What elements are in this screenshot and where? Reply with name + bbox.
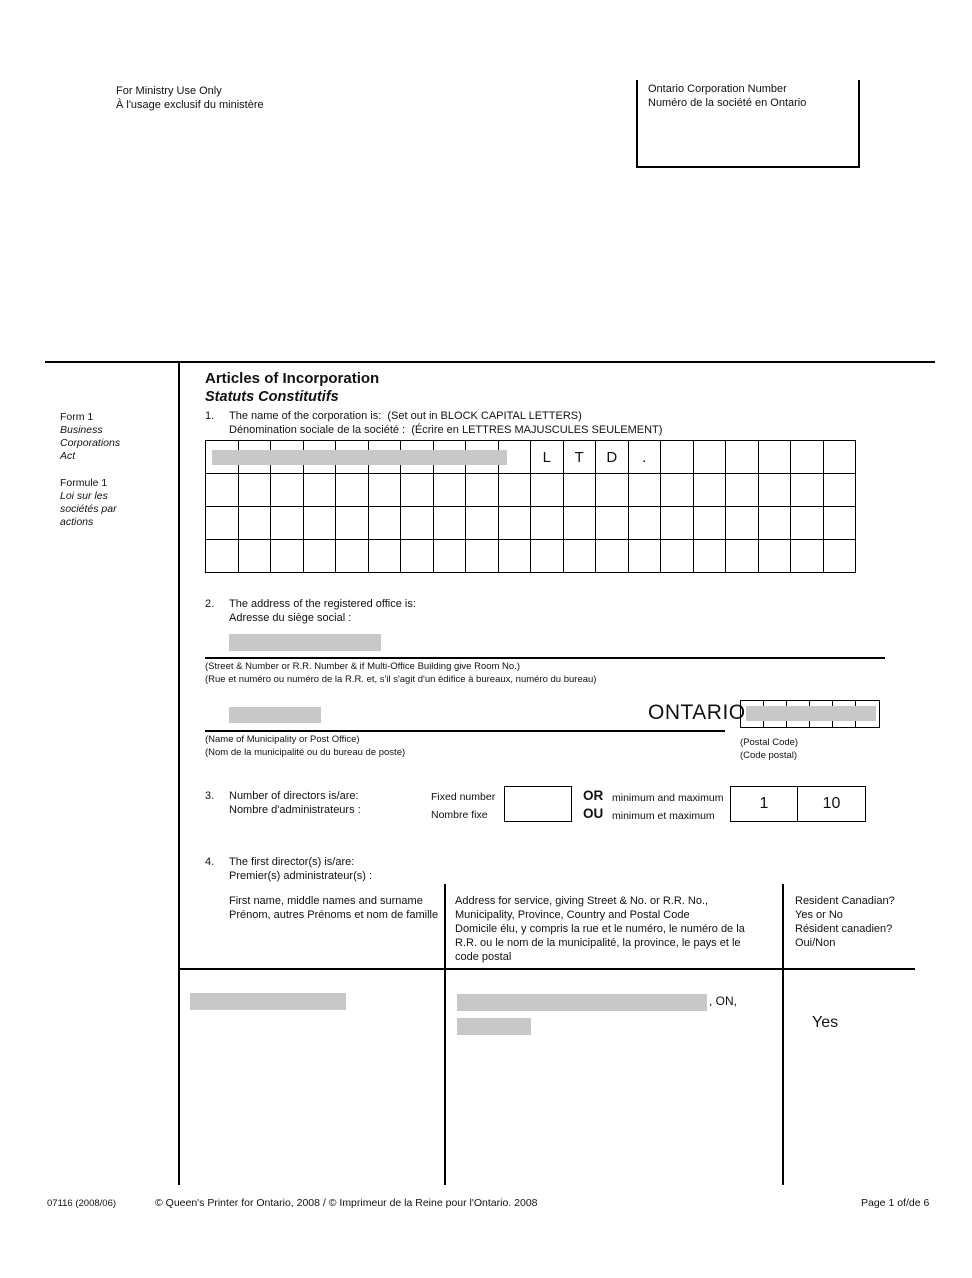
name-grid-cell[interactable] (759, 507, 792, 540)
redacted-municipality (229, 707, 321, 723)
section-1-label-en: The name of the corporation is: (Set out in BLOCK CAPITAL LETTERS) (229, 410, 582, 422)
footer-page-number: Page 1 of/de 6 (861, 1197, 930, 1209)
ministry-use-label-en: For Ministry Use Only (116, 85, 222, 97)
name-grid-cell[interactable] (791, 441, 824, 474)
directors-table-divider-1 (444, 884, 446, 1185)
body-left-rule (178, 362, 180, 1185)
dir-col3-header-line2: Yes or No (795, 909, 843, 921)
minimum-directors-value: 1 (731, 787, 798, 821)
name-grid-cell[interactable] (629, 474, 662, 507)
name-grid-cell[interactable] (661, 441, 694, 474)
name-grid-cell[interactable] (369, 507, 402, 540)
fixed-number-label-en: Fixed number (431, 791, 496, 803)
form-number: Form 1 (60, 411, 94, 423)
name-grid-cell[interactable] (271, 507, 304, 540)
section-1-label-fr: Dénomination sociale de la société : (Écrire en LETTRES MAJUSCULES SEULEMENT) (229, 424, 663, 436)
name-grid-cell[interactable] (336, 507, 369, 540)
name-grid-row (206, 507, 856, 540)
name-grid-cell[interactable] (401, 474, 434, 507)
name-grid-cell[interactable] (596, 540, 629, 573)
name-grid-cell[interactable] (206, 540, 239, 573)
name-grid-cell[interactable] (824, 474, 857, 507)
name-grid-cell[interactable] (791, 474, 824, 507)
redacted-director-name (190, 993, 346, 1010)
name-grid-cell[interactable] (304, 540, 337, 573)
dir-col1-header-line1: First name, middle names and surname (229, 895, 423, 907)
name-grid-cell[interactable] (304, 474, 337, 507)
section-2-label-fr: Adresse du siège social : (229, 612, 352, 624)
form-act-line2: Corporations (60, 437, 121, 449)
minmax-label-fr: minimum et maximum (612, 810, 715, 822)
name-grid-cell[interactable]: . (629, 441, 662, 474)
name-grid-cell[interactable] (466, 507, 499, 540)
directors-header-rule (178, 968, 915, 970)
name-grid-cell[interactable] (596, 474, 629, 507)
section-2-number: 2. (205, 598, 215, 610)
name-grid-cell[interactable] (726, 540, 759, 573)
section-3-label-fr: Nombre d'administrateurs : (229, 804, 361, 816)
name-grid-cell[interactable] (661, 507, 694, 540)
fixed-number-input[interactable] (504, 786, 572, 822)
dir-col3-header-line4: Oui/Non (795, 937, 836, 949)
name-grid-cell[interactable] (336, 474, 369, 507)
name-grid-cell[interactable] (759, 474, 792, 507)
footer-form-code: 07116 (2008/06) (47, 1198, 117, 1209)
name-grid-cell[interactable]: T (564, 441, 597, 474)
name-grid-cell[interactable] (726, 474, 759, 507)
section-2-label-en: The address of the registered office is: (229, 598, 416, 610)
dir-col2-header-line4: R.R. ou le nom de la municipalité, la province, le pays et le (455, 937, 741, 949)
name-grid-cell[interactable] (726, 507, 759, 540)
page-title-fr: Statuts Constitutifs (205, 389, 339, 405)
ministry-use-label-fr: À l'usage exclusif du ministère (116, 99, 264, 111)
directors-table-divider-2 (782, 884, 784, 1185)
formule-loi-line1: Loi sur les (60, 490, 108, 502)
name-grid-cell[interactable] (239, 540, 272, 573)
form-act-line1: Business (60, 424, 103, 436)
name-grid-cell[interactable] (726, 441, 759, 474)
dir-col3-header-line1: Resident Canadian? (795, 895, 895, 907)
section-3-label-en: Number of directors is/are: (229, 790, 359, 802)
dir-col1-header-line2: Prénom, autres Prénoms et nom de famille (229, 909, 439, 921)
name-grid-cell[interactable] (824, 540, 857, 573)
name-grid-cell[interactable] (661, 540, 694, 573)
name-grid-cell[interactable] (434, 507, 467, 540)
name-grid-cell[interactable] (434, 540, 467, 573)
dir-col3-header-line3: Résident canadien? (795, 923, 893, 935)
name-grid-cell[interactable] (824, 507, 857, 540)
name-grid-cell[interactable] (271, 474, 304, 507)
name-grid-cell[interactable] (629, 540, 662, 573)
name-grid-cell[interactable] (661, 474, 694, 507)
dir-col2-header-line2: Municipality, Province, Country and Postal Code (455, 909, 690, 921)
name-grid-cell[interactable] (596, 507, 629, 540)
corporation-number-label-fr: Numéro de la société en Ontario (648, 97, 807, 109)
name-grid-row (206, 540, 856, 573)
page-title-en: Articles of Incorporation (205, 370, 380, 387)
director-address-line1-suffix: , ON, (709, 994, 738, 1008)
name-grid-cell[interactable] (791, 540, 824, 573)
name-grid-cell[interactable] (369, 474, 402, 507)
formule-loi-line2: sociétés par (60, 503, 117, 515)
name-grid-cell[interactable] (499, 507, 532, 540)
municipality-caption-fr: (Nom de la municipalité ou du bureau de poste) (205, 747, 406, 758)
name-grid-cell[interactable] (564, 540, 597, 573)
name-grid-cell[interactable] (369, 540, 402, 573)
name-grid-cell[interactable] (401, 507, 434, 540)
name-grid-cell[interactable] (694, 441, 727, 474)
name-grid-cell[interactable] (694, 540, 727, 573)
name-grid-cell[interactable] (271, 540, 304, 573)
section-4-label-en: The first director(s) is/are: (229, 856, 355, 868)
municipality-rule (205, 730, 725, 732)
street-address-rule (205, 657, 885, 659)
or-label-en: OR (583, 788, 604, 803)
name-grid-cell[interactable] (759, 441, 792, 474)
or-label-fr: OU (583, 806, 604, 821)
name-grid-cell[interactable] (694, 474, 727, 507)
formule-number: Formule 1 (60, 477, 108, 489)
name-grid-row (206, 474, 856, 507)
postal-caption-en: (Postal Code) (740, 737, 799, 748)
section-4-number: 4. (205, 856, 215, 868)
name-grid-cell[interactable] (791, 507, 824, 540)
redacted-street-address (229, 634, 381, 651)
redacted-corporation-name (212, 450, 507, 465)
name-grid-cell[interactable] (564, 507, 597, 540)
corporation-number-box[interactable] (636, 80, 860, 168)
redacted-director-address-line1 (457, 994, 707, 1011)
form-act-line3: Act (60, 450, 76, 462)
province-value: ONTARIO (648, 701, 746, 724)
municipality-caption-en: (Name of Municipality or Post Office) (205, 734, 360, 745)
section-1-number: 1. (205, 410, 215, 422)
name-grid-cell[interactable] (564, 474, 597, 507)
dir-col2-header-line5: code postal (455, 951, 512, 963)
name-grid-cell[interactable] (434, 474, 467, 507)
postal-caption-fr: (Code postal) (740, 750, 798, 761)
name-grid-cell[interactable] (206, 474, 239, 507)
maximum-directors-value: 10 (822, 795, 841, 812)
corporation-number-label-en: Ontario Corporation Number (648, 83, 787, 95)
name-grid-cell[interactable] (401, 540, 434, 573)
name-grid-cell[interactable] (824, 441, 857, 474)
name-grid-cell[interactable] (466, 474, 499, 507)
footer-copyright: © Queen's Printer for Ontario, 2008 / © Imprimeur de la Reine pour l'Ontario. 2008 (155, 1197, 538, 1209)
name-grid-cell[interactable] (531, 540, 564, 573)
name-grid-cell[interactable] (499, 474, 532, 507)
dir-col2-header-line3: Domicile élu, y compris la rue et le numéro, le numéro de la (455, 923, 745, 935)
name-grid-cell[interactable] (239, 474, 272, 507)
section-3-number: 3. (205, 790, 215, 802)
redacted-director-address-line2 (457, 1018, 531, 1035)
street-caption-en: (Street & Number or R.R. Number & if Multi-Office Building give Room No.) (205, 661, 521, 672)
name-grid-cell[interactable] (531, 474, 564, 507)
formule-loi-line3: actions (60, 516, 94, 528)
name-grid-cell[interactable] (694, 507, 727, 540)
name-grid-cell[interactable]: D (596, 441, 629, 474)
director-resident-value: Yes (812, 1014, 839, 1031)
name-grid-cell[interactable] (206, 507, 239, 540)
name-grid-cell[interactable] (304, 507, 337, 540)
dir-col2-header-line1: Address for service, giving Street & No. or R.R. No., (455, 895, 709, 907)
name-grid-cell[interactable] (336, 540, 369, 573)
name-grid-cell[interactable] (466, 540, 499, 573)
minimum-maximum-box[interactable] (730, 786, 866, 822)
street-caption-fr: (Rue et numéro ou numéro de la R.R. et, s'il s'agit d'un édifice à bureaux, numéro du bureau) (205, 674, 597, 685)
name-grid-cell[interactable] (531, 507, 564, 540)
name-grid-cell[interactable] (499, 540, 532, 573)
name-grid-cell[interactable] (239, 507, 272, 540)
name-grid-cell[interactable] (629, 507, 662, 540)
redacted-postal-code (746, 706, 876, 721)
name-grid-cell[interactable] (759, 540, 792, 573)
minmax-label-en: minimum and maximum (612, 792, 724, 804)
name-grid-cell[interactable]: L (531, 441, 564, 474)
section-4-label-fr: Premier(s) administrateur(s) : (229, 870, 373, 882)
fixed-number-label-fr: Nombre fixe (431, 809, 488, 821)
